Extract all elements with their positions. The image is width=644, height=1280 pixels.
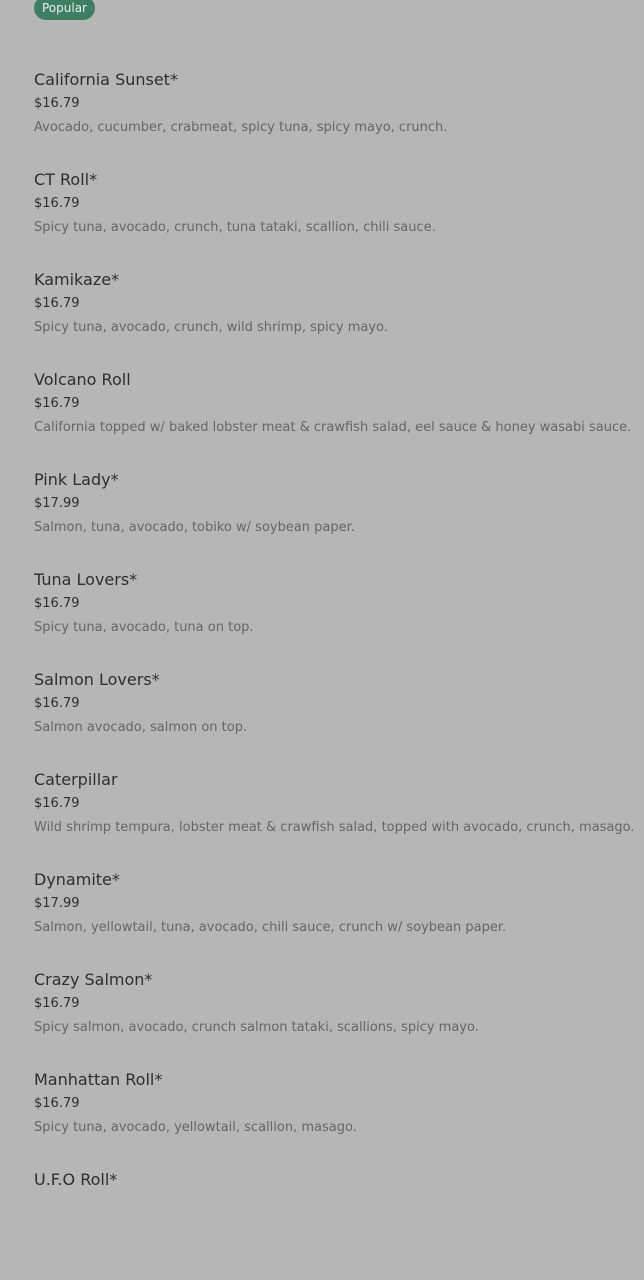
menu-item-price: $16.79 [34, 296, 80, 311]
menu-item[interactable] [34, 670, 644, 780]
menu-item-description: Spicy tuna, avocado, crunch, wild shrimp, spicy mayo. [34, 320, 388, 335]
menu-item[interactable] [34, 1170, 644, 1280]
menu-item-price: $16.79 [34, 396, 80, 411]
menu-item-description: Spicy tuna, avocado, yellowtail, scallion, masago. [34, 1120, 357, 1135]
popular-badge: Popular [34, 0, 95, 20]
menu-item-price: $16.79 [34, 796, 80, 811]
menu-item-description: Wild shrimp tempura, lobster meat & crawfish salad, topped with avocado, crunch, masago. [34, 820, 635, 835]
menu-item-description: Spicy tuna, avocado, crunch, tuna tataki, scallion, chili sauce. [34, 220, 436, 235]
menu-item[interactable] [34, 470, 644, 580]
menu-item-name: Tuna Lovers* [34, 570, 138, 589]
menu-item-name: Crazy Salmon* [34, 970, 153, 989]
menu-item[interactable] [34, 970, 644, 1080]
menu-item[interactable] [34, 370, 644, 480]
menu-item-price: $17.99 [34, 496, 80, 511]
menu-item-description: Salmon, yellowtail, tuna, avocado, chili sauce, crunch w/ soybean paper. [34, 920, 507, 935]
menu-item-name: Manhattan Roll* [34, 1070, 163, 1089]
menu-item-description: Salmon, tuna, avocado, tobiko w/ soybean paper. [34, 520, 355, 535]
menu-item-description: Spicy salmon, avocado, crunch salmon tataki, scallions, spicy mayo. [34, 1020, 479, 1035]
menu-item-name: Volcano Roll [34, 370, 131, 389]
menu-item[interactable] [34, 770, 644, 880]
menu-item-price: $16.79 [34, 696, 80, 711]
menu-item-description: California topped w/ baked lobster meat & crawfish salad, eel sauce & honey wasabi sauce. [34, 420, 632, 435]
menu-item-name: Dynamite* [34, 870, 120, 889]
menu-item-price: $16.79 [34, 996, 80, 1011]
menu-item-price: $16.79 [34, 196, 80, 211]
menu-item-description: Salmon avocado, salmon on top. [34, 720, 248, 735]
menu-item-list [34, 0, 644, 1280]
menu-item-name: Caterpillar [34, 770, 118, 789]
menu-item-name: CT Roll* [34, 170, 98, 189]
menu-item[interactable] [34, 870, 644, 980]
menu-item[interactable] [34, 70, 644, 180]
menu-item-name: Salmon Lovers* [34, 670, 160, 689]
menu-item-description: Avocado, cucumber, crabmeat, spicy tuna, spicy mayo, crunch. [34, 120, 448, 135]
menu-item-name: U.F.O Roll* [34, 1170, 118, 1189]
menu-item[interactable] [34, 0, 644, 80]
menu-item-name: Kamikaze* [34, 270, 120, 289]
menu-item-price: $16.79 [34, 1096, 80, 1111]
menu-item-price: $17.99 [34, 896, 80, 911]
menu-item[interactable] [34, 270, 644, 380]
menu-item[interactable] [34, 570, 644, 680]
menu-item-price: $16.79 [34, 96, 80, 111]
menu-item-name: Pink Lady* [34, 470, 119, 489]
menu-item-name: California Sunset* [34, 70, 178, 89]
menu-item[interactable] [34, 1070, 644, 1180]
menu-item-description: Spicy tuna, avocado, tuna on top. [34, 620, 254, 635]
menu-item[interactable] [34, 170, 644, 280]
menu-item-price: $16.79 [34, 596, 80, 611]
